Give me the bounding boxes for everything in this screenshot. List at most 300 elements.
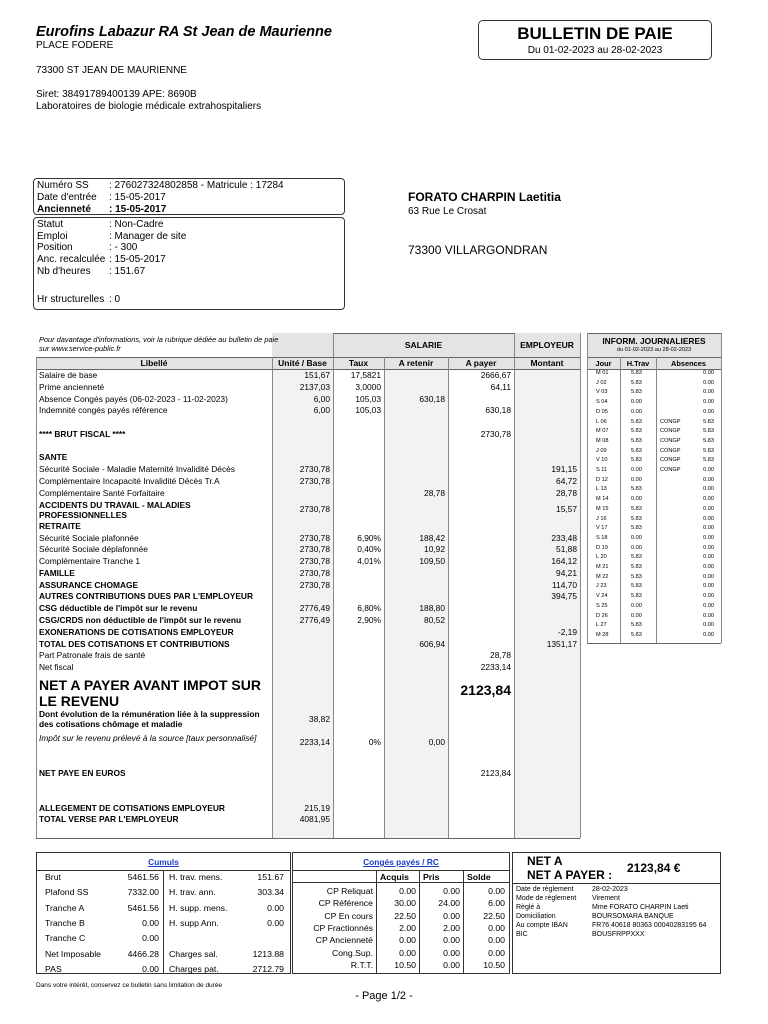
- allegement-label: ALLEGEMENT DE COTISATIONS EMPLOYEUR: [39, 802, 225, 813]
- cumul-value: 5461.56: [127, 902, 159, 913]
- row-taux: 0,40%: [357, 544, 381, 555]
- journal-absence-hours: 5.83: [703, 437, 714, 444]
- journal-hours: 5.83: [631, 622, 642, 629]
- header-payer: A payer: [465, 358, 497, 368]
- row-base: 2730,78: [299, 532, 330, 543]
- row-label: ASSURANCE CHOMAGE: [39, 579, 139, 590]
- conges-acquis: 10.50: [394, 959, 416, 970]
- employer-siret: Siret: 38491789400139 APE: 8690B: [36, 89, 197, 100]
- journal-day: L 06: [596, 418, 607, 425]
- cumul-label: H. supp Ann.: [169, 917, 219, 928]
- line: [656, 357, 657, 643]
- bulletin-title: BULLETIN DE PAIE: [517, 24, 673, 43]
- row-base: 2730,78: [299, 544, 330, 555]
- journal-absence-hours: 0.00: [703, 583, 714, 590]
- journal-absence-hours: 5.83: [703, 447, 714, 454]
- payment-details-box: [512, 884, 721, 974]
- identity-row: [37, 180, 284, 191]
- employer-name: Eurofins Labazur RA St Jean de Maurienne: [36, 24, 332, 40]
- page-number: - Page 1/2 -: [355, 990, 413, 1002]
- journal-day: S 18: [596, 534, 608, 541]
- journal-day: V 17: [596, 525, 608, 532]
- journal-absence-hours: 0.00: [703, 496, 714, 503]
- journal-day: D 19: [596, 544, 608, 551]
- status-value: : 151.67: [109, 266, 146, 277]
- journal-absence-hours: 0.00: [703, 505, 714, 512]
- cumul-value: 2712.79: [252, 963, 284, 974]
- journal-absence-hours: 0.00: [703, 612, 714, 619]
- bulletin-title-box: [478, 20, 712, 60]
- row-label: TOTAL DES COTISATIONS ET CONTRIBUTIONS: [39, 638, 230, 649]
- header-montant: Montant: [530, 358, 564, 368]
- journal-absence-code: CONGP: [660, 418, 681, 425]
- conges-pris: 0.00: [443, 935, 460, 946]
- journal-absence-hours: 0.00: [703, 486, 714, 493]
- journal-absence-hours: 0.00: [703, 379, 714, 386]
- journal-absence-hours: 0.00: [703, 554, 714, 561]
- col-line: [384, 357, 385, 838]
- header-employeur: EMPLOYEUR: [520, 340, 574, 350]
- row-label: Salaire de base: [39, 370, 98, 380]
- conges-acquis: 30.00: [394, 898, 416, 909]
- total-verse-label: TOTAL VERSE PAR L'EMPLOYEUR: [39, 813, 179, 824]
- employer-address-line1: PLACE FODERE: [36, 40, 114, 51]
- conges-solde: 22.50: [483, 910, 505, 921]
- journal-absence-hours: 0.00: [703, 544, 714, 551]
- col-line: [36, 357, 37, 838]
- header-salarie: SALARIE: [404, 340, 443, 350]
- journal-title: INFORM. JOURNALIERES: [602, 336, 706, 346]
- row-retenir: 188,42: [419, 532, 445, 543]
- line: [36, 357, 580, 358]
- journal-day: L 20: [596, 554, 607, 561]
- conges-h-acquis: Acquis: [380, 872, 409, 882]
- net-avant-impot-value: 2123,84: [460, 681, 511, 698]
- conges-pris: 0.00: [443, 959, 460, 970]
- journal-absence-code: CONGP: [660, 437, 681, 444]
- row-label: Sécurité Sociale - Maladie Maternité Invalidité Décès: [39, 464, 235, 475]
- cumul-label: Plafond SS: [45, 887, 89, 898]
- employer-activity: Laboratoires de biologie médicale extrahospitaliers: [36, 101, 262, 112]
- payslip-table: [36, 333, 580, 841]
- journal-period: du 01-02-2023 au 28-02-2023: [616, 347, 692, 353]
- payment-label: Date de règlement: [516, 886, 574, 893]
- line: [333, 333, 514, 334]
- status-key: Nb d'heures: [37, 266, 91, 277]
- status-key: Position: [37, 242, 73, 253]
- row-base: 2776,49: [299, 615, 330, 625]
- status-row: [37, 266, 145, 277]
- conges-label: CP Ancienneté: [315, 935, 373, 946]
- row-montant: 164,12: [551, 556, 577, 567]
- row-taux: 4,01%: [357, 556, 381, 567]
- identity-box: [33, 178, 345, 215]
- identity-value: : 276027324802858 - Matricule : 17284: [109, 180, 284, 191]
- journal-absence-hours: 0.00: [703, 631, 714, 638]
- total-verse-value: 4081,95: [299, 813, 330, 824]
- journal-hours: 5.83: [631, 631, 642, 638]
- shade-retenir: [384, 333, 448, 838]
- identity-key: Ancienneté: [37, 204, 91, 215]
- row-retenir: 28,78: [424, 487, 445, 498]
- employee-name: FORATO CHARPIN Laetitia: [408, 190, 561, 204]
- payment-value: FR76 40618 80363 00040283195 64: [592, 922, 707, 929]
- cumul-label: H. trav. mens.: [169, 872, 223, 882]
- journal-day: D 05: [596, 408, 608, 415]
- journal-hours: 0.00: [631, 612, 642, 619]
- payment-label: Au compte IBAN: [516, 922, 568, 929]
- journal-day: M 07: [596, 428, 609, 435]
- conges-pris: 0.00: [443, 886, 460, 896]
- cumul-label: PAS: [45, 963, 62, 974]
- line: [620, 357, 621, 643]
- row-montant: 191,15: [551, 464, 577, 475]
- row-payer: 2666,67: [480, 370, 511, 380]
- line: [293, 870, 509, 871]
- row-montant: 114,70: [552, 579, 577, 590]
- row-base: 2776,49: [299, 603, 330, 614]
- cumul-label: H. supp. mens.: [169, 902, 228, 913]
- cumul-value: 0.00: [142, 917, 159, 928]
- cumul-value: 0.00: [267, 917, 284, 928]
- status-key: Emploi: [37, 231, 68, 242]
- row-montant: 64,72: [556, 475, 577, 486]
- row-base: 2730,78: [299, 579, 330, 590]
- row-taux: 105,03: [355, 405, 381, 416]
- row-retenir: 10,92: [424, 544, 445, 555]
- row-base: 2730,78: [299, 567, 330, 578]
- row-payer: 64,11: [490, 381, 511, 392]
- journal-day: M 08: [596, 437, 609, 444]
- status-value: : 0: [109, 294, 121, 305]
- row-label: Sécurité Sociale déplafonnée: [39, 544, 148, 555]
- journal-hours: 0.00: [631, 399, 642, 406]
- identity-value: : 15-05-2017: [109, 204, 167, 215]
- journal-absence-hours: 0.00: [703, 564, 714, 570]
- header-retenir: A retenir: [398, 358, 434, 368]
- journal-day: J 23: [596, 583, 607, 590]
- conges-acquis: 0.00: [399, 886, 416, 896]
- row-label: CSG déductible de l'impôt sur le revenu: [39, 603, 198, 614]
- conges-acquis: 0.00: [399, 935, 416, 946]
- employee-city: 73300 VILLARGONDRAN: [408, 243, 548, 257]
- journal-absence-code: CONGP: [660, 467, 681, 473]
- cumul-value: 4466.28: [127, 948, 159, 959]
- row-label: RETRAITE: [39, 520, 81, 531]
- journal-hours: 0.00: [631, 534, 642, 541]
- row-base: 2730,78: [299, 464, 330, 475]
- row-retenir: 80,52: [424, 615, 445, 625]
- row-retenir: 606,94: [419, 638, 445, 649]
- identity-row: [37, 192, 166, 203]
- row-retenir: 188,80: [419, 603, 445, 614]
- journal-day: V 24: [596, 593, 608, 600]
- status-value: : Non-Cadre: [109, 219, 164, 230]
- conges-pris: 0.00: [443, 947, 460, 958]
- row-payer: 2730,78: [480, 428, 511, 439]
- allegement-value: 215,19: [304, 802, 330, 813]
- journal-day: V 03: [596, 389, 608, 396]
- conges-label: R.T.T.: [350, 959, 373, 970]
- journal-hours: 5.83: [631, 418, 642, 425]
- impot-label: Impôt sur le revenu prélevé à la source [taux personnalisé]: [39, 732, 257, 743]
- journal-hours: 0.00: [631, 467, 642, 473]
- cumul-label: Tranche B: [45, 917, 85, 928]
- net-avant-impot-label: NET A PAYER AVANT IMPOT SUR LE REVENU: [39, 676, 261, 709]
- status-row: [37, 231, 186, 242]
- row-label: Complémentaire Santé Forfaitaire: [39, 487, 165, 498]
- conges-pris: 2.00: [443, 922, 460, 933]
- line: [721, 333, 722, 643]
- row-label: Indemnité congés payés référence: [39, 405, 168, 416]
- journal-absence-hours: 5.83: [703, 428, 714, 435]
- row-base: 2730,78: [299, 556, 330, 567]
- row-retenir: 630,18: [419, 393, 445, 404]
- cumul-label: Brut: [45, 872, 61, 882]
- journal-absence-code: CONGP: [660, 447, 681, 454]
- cumul-label: Charges sal.: [169, 948, 218, 959]
- journal-day: L 13: [596, 486, 607, 493]
- row-label: ACCIDENTS DU TRAVAIL - MALADIES PROFESSIONNELLES: [39, 500, 191, 521]
- journal-day: M 22: [596, 573, 609, 580]
- journal-absence-hours: 0.00: [703, 408, 714, 415]
- row-label: **** BRUT FISCAL ****: [39, 428, 126, 439]
- journal-hours: 0.00: [631, 496, 642, 503]
- journal-day: D 26: [596, 612, 608, 619]
- conges-label: Cong.Sup.: [331, 947, 373, 958]
- journal-absence-hours: 0.00: [703, 593, 714, 600]
- journal-hours: 0.00: [631, 602, 642, 609]
- cumul-label: Tranche A: [45, 902, 85, 913]
- cumuls-box: [36, 852, 291, 974]
- status-value: : - 300: [109, 242, 138, 253]
- cumul-value: 151.67: [257, 872, 284, 882]
- conges-solde: 6.00: [488, 898, 505, 909]
- journal-hours: 0.00: [631, 476, 642, 483]
- status-value: : Manager de site: [109, 231, 187, 242]
- journal-absence-hours: 5.83: [703, 418, 714, 425]
- identity-value: : 15-05-2017: [109, 192, 166, 203]
- row-payer: 28,78: [490, 650, 511, 661]
- line: [419, 870, 420, 974]
- net-payer-value: 2123,84 €: [627, 861, 681, 875]
- conges-solde: 0.00: [488, 935, 505, 946]
- header-taux: Taux: [348, 358, 369, 368]
- row-montant: 233,48: [551, 532, 577, 543]
- row-base: 2730,78: [299, 504, 330, 515]
- evolution-value: 38,82: [309, 713, 330, 724]
- journal-day: S 25: [596, 602, 608, 609]
- cumul-value: 7332.00: [127, 887, 159, 898]
- impot-retenir: 0,00: [428, 736, 445, 747]
- journal-hours: 5.83: [631, 583, 642, 590]
- payment-value: 28-02-2023: [592, 886, 628, 893]
- row-taux: 6,90%: [357, 532, 381, 543]
- conges-label: CP Référence: [318, 898, 373, 909]
- journal-day: D 12: [596, 476, 608, 483]
- cumul-label: Charges pat.: [169, 963, 219, 974]
- bulletin-period: Du 01-02-2023 au 28-02-2023: [527, 45, 663, 56]
- row-base: 6,00: [313, 393, 330, 404]
- col-line: [580, 333, 581, 838]
- row-label: Absence Congés payés (06-02-2023 - 11-02-2023): [39, 393, 228, 404]
- row-label: EXONERATIONS DE COTISATIONS EMPLOYEUR: [39, 626, 234, 637]
- row-label: Complémentaire Tranche 1: [39, 556, 141, 567]
- line: [293, 882, 509, 883]
- journal-day: S 04: [596, 399, 608, 406]
- header-libelle: Libellé: [140, 358, 168, 368]
- journal-day: M 21: [596, 564, 609, 570]
- conges-acquis: 2.00: [399, 922, 416, 933]
- net-paye-value: 2123,84: [480, 767, 511, 778]
- journal-absence-hours: 0.00: [703, 399, 714, 406]
- journal-hours: 5.83: [631, 486, 642, 493]
- journal-hours: 5.83: [631, 554, 642, 561]
- row-montant: 94,21: [556, 567, 577, 578]
- col-line: [272, 357, 273, 838]
- net-payer-box: [512, 852, 721, 884]
- row-label: FAMILLE: [39, 567, 75, 578]
- status-row: [37, 294, 120, 305]
- row-label: Part Patronale frais de santé: [39, 650, 146, 661]
- conges-solde: 0.00: [488, 922, 505, 933]
- journal-day: M 15: [596, 505, 609, 512]
- conges-title: Congés payés / RC: [363, 857, 439, 867]
- row-label: AUTRES CONTRIBUTIONS DUES PAR L'EMPLOYEUR: [39, 591, 254, 602]
- journal-hours: 5.83: [631, 564, 642, 570]
- net-payer-label: NET A PAYER :: [527, 868, 613, 882]
- payment-value: Virement: [592, 895, 620, 902]
- payment-value: Mme FORATO CHARPIN Laeti: [592, 904, 689, 911]
- row-label: Net fiscal: [39, 662, 74, 673]
- journal-day: M 28: [596, 631, 609, 638]
- status-key: Statut: [37, 219, 64, 230]
- journal-absence-hours: 0.00: [703, 534, 714, 541]
- row-montant: 1351,17: [546, 638, 577, 649]
- footer-note: Dans votre intérêt, conservez ce bulletin sans limitation de durée: [36, 982, 223, 989]
- journal-hours: 5.83: [631, 515, 642, 522]
- status-row: [37, 219, 163, 230]
- journal-hours: 5.83: [631, 573, 642, 580]
- journal-day: J 02: [596, 379, 607, 386]
- journal-hours: 5.83: [631, 370, 642, 376]
- daily-info-table: [587, 333, 721, 643]
- journal-hours: 0.00: [631, 544, 642, 551]
- identity-row: [37, 204, 166, 215]
- row-taux: 105,03: [355, 393, 381, 404]
- conges-pris: 24.00: [438, 898, 460, 909]
- row-montant: -2,19: [557, 626, 577, 637]
- evolution-label: Dont évolution de la rémunération liée à la suppression des cotisations chômage et maladie: [39, 708, 260, 729]
- journal-hours: 5.83: [631, 525, 642, 532]
- conges-solde: 0.00: [488, 947, 505, 958]
- journal-day: M 01: [596, 370, 609, 376]
- journal-day: M 14: [596, 496, 609, 503]
- employer-address-line2: 73300 ST JEAN DE MAURIENNE: [36, 65, 187, 76]
- journal-hours: 5.83: [631, 379, 642, 386]
- row-payer: 630,18: [485, 405, 511, 416]
- impot-base: 2233,14: [299, 736, 330, 747]
- row-label: Complémentaire Incapacité Invalidité Décès Tr.A: [39, 475, 220, 486]
- row-payer: 2233,14: [480, 662, 511, 673]
- line: [376, 870, 377, 974]
- conges-acquis: 22.50: [394, 910, 416, 921]
- conges-pris: 0.00: [443, 910, 460, 921]
- conges-h-pris: Pris: [423, 872, 440, 882]
- payment-label: BIC: [516, 931, 528, 938]
- journal-day: L 27: [596, 622, 607, 629]
- journal-hours: 5.83: [631, 437, 642, 444]
- row-label: Sécurité Sociale plafonnée: [39, 532, 139, 543]
- journal-hours: 0.00: [631, 408, 642, 415]
- payment-value: BOURSOMARA BANQUE: [592, 913, 674, 920]
- journal-absence-hours: 0.00: [703, 515, 714, 522]
- line: [163, 870, 164, 974]
- journal-day: J 16: [596, 515, 607, 522]
- status-box: [33, 217, 345, 310]
- journal-absence-hours: 0.00: [703, 370, 714, 376]
- impot-taux: 0%: [368, 736, 381, 747]
- journal-h-jour: Jour: [595, 359, 612, 368]
- line: [587, 357, 721, 358]
- row-montant: 394,75: [551, 591, 577, 602]
- journal-absence-code: CONGP: [660, 428, 681, 435]
- identity-key: Numéro SS: [37, 180, 89, 191]
- journal-hours: 5.83: [631, 447, 642, 454]
- row-taux: 3,0000: [355, 381, 381, 392]
- status-key: Anc. recalculée: [37, 254, 106, 265]
- payment-value: BOUSFRPPXXX: [592, 931, 645, 938]
- row-label: SANTE: [39, 452, 68, 463]
- conges-label: CP Reliquat: [326, 886, 373, 896]
- row-montant: 28,78: [556, 487, 577, 498]
- payment-label: Domiciliation: [516, 913, 556, 920]
- journal-day: S 11: [596, 467, 608, 473]
- row-retenir: 109,50: [419, 556, 445, 567]
- table-intro-2: sur www.service-public.fr: [39, 344, 121, 353]
- cumul-value: 0.00: [142, 963, 159, 974]
- journal-hours: 5.83: [631, 457, 642, 464]
- cumuls-title: Cumuls: [148, 857, 179, 867]
- cumul-label: Tranche C: [45, 933, 86, 944]
- journal-h-absences: Absences: [671, 359, 706, 368]
- row-base: 2730,78: [299, 475, 330, 486]
- cumul-value: 0.00: [267, 902, 284, 913]
- conges-h-solde: Solde: [467, 872, 491, 882]
- row-taux: 17,5821: [350, 370, 381, 380]
- journal-day: V 10: [596, 457, 608, 464]
- row-base: 2137,03: [299, 381, 330, 392]
- journal-day: J 09: [596, 447, 607, 454]
- line: [587, 333, 588, 643]
- status-row: [37, 254, 166, 265]
- journal-absence-hours: 5.83: [703, 457, 714, 464]
- journal-hours: 5.83: [631, 428, 642, 435]
- row-base: 151,67: [304, 370, 330, 380]
- journal-absence-code: CONGP: [660, 457, 681, 464]
- journal-absence-hours: 0.00: [703, 476, 714, 483]
- status-row: [37, 242, 137, 253]
- cumul-value: 1213.88: [252, 948, 284, 959]
- journal-absence-hours: 0.00: [703, 389, 714, 396]
- journal-absence-hours: 0.00: [703, 525, 714, 532]
- net-paye-label: NET PAYE EN EUROS: [39, 767, 126, 778]
- identity-key: Date d'entrée: [37, 192, 97, 203]
- journal-hours: 5.83: [631, 593, 642, 600]
- line: [463, 870, 464, 974]
- conges-solde: 10.50: [483, 959, 505, 970]
- line: [587, 333, 721, 334]
